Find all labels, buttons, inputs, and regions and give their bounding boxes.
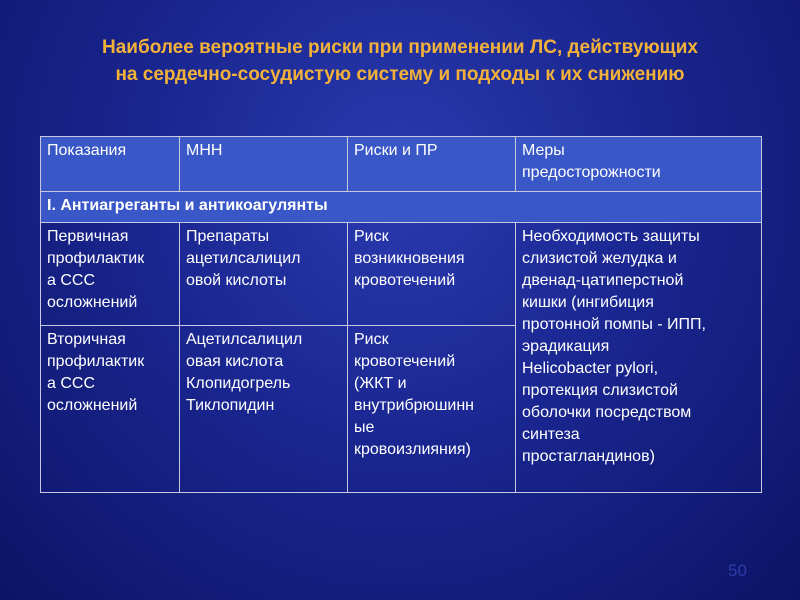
header-precautions: Меры предосторожности — [516, 137, 762, 192]
header-risks: Риски и ПР — [348, 137, 516, 192]
title-line-2: на сердечно-сосудистую систему и подходы к их снижению — [115, 64, 685, 85]
cell-risks: Риск возникновения кровотечений — [348, 223, 516, 326]
cell-precautions: Необходимость защиты слизистой желудка и двенад-цатиперстной кишки (ингибиция протонной помпы - ИПП, эрадикация Helicobacter pylori, протекция слизистой оболочки посредством синтеза простагландинов) — [516, 223, 762, 493]
header-inn: МНН — [180, 137, 348, 192]
cell-inn: Ацетилсалицил овая кислота Клопидогрель Тиклопидин — [180, 326, 348, 493]
cell-indication: Вторичная профилактик а ССС осложнений — [41, 326, 180, 493]
slide-title — [0, 34, 800, 88]
table-row — [41, 223, 762, 326]
cell-risks: Риск кровотечений (ЖКТ и внутрибрюшинн ые кровоизлияния) — [348, 326, 516, 493]
cell-inn: Препараты ацетилсалицил овой кислоты — [180, 223, 348, 326]
section-row — [41, 192, 762, 223]
page-number: 50 — [728, 561, 747, 580]
header-indications: Показания — [41, 137, 180, 192]
title-line-1: Наиболее вероятные риски при применении ЛС, действующих — [102, 37, 698, 58]
cell-indication: Первичная профилактик а ССС осложнений — [41, 223, 180, 326]
risk-table — [40, 136, 762, 493]
table-header-row — [41, 137, 762, 192]
section-heading: I. Антиагреганты и антикоагулянты — [41, 192, 762, 223]
